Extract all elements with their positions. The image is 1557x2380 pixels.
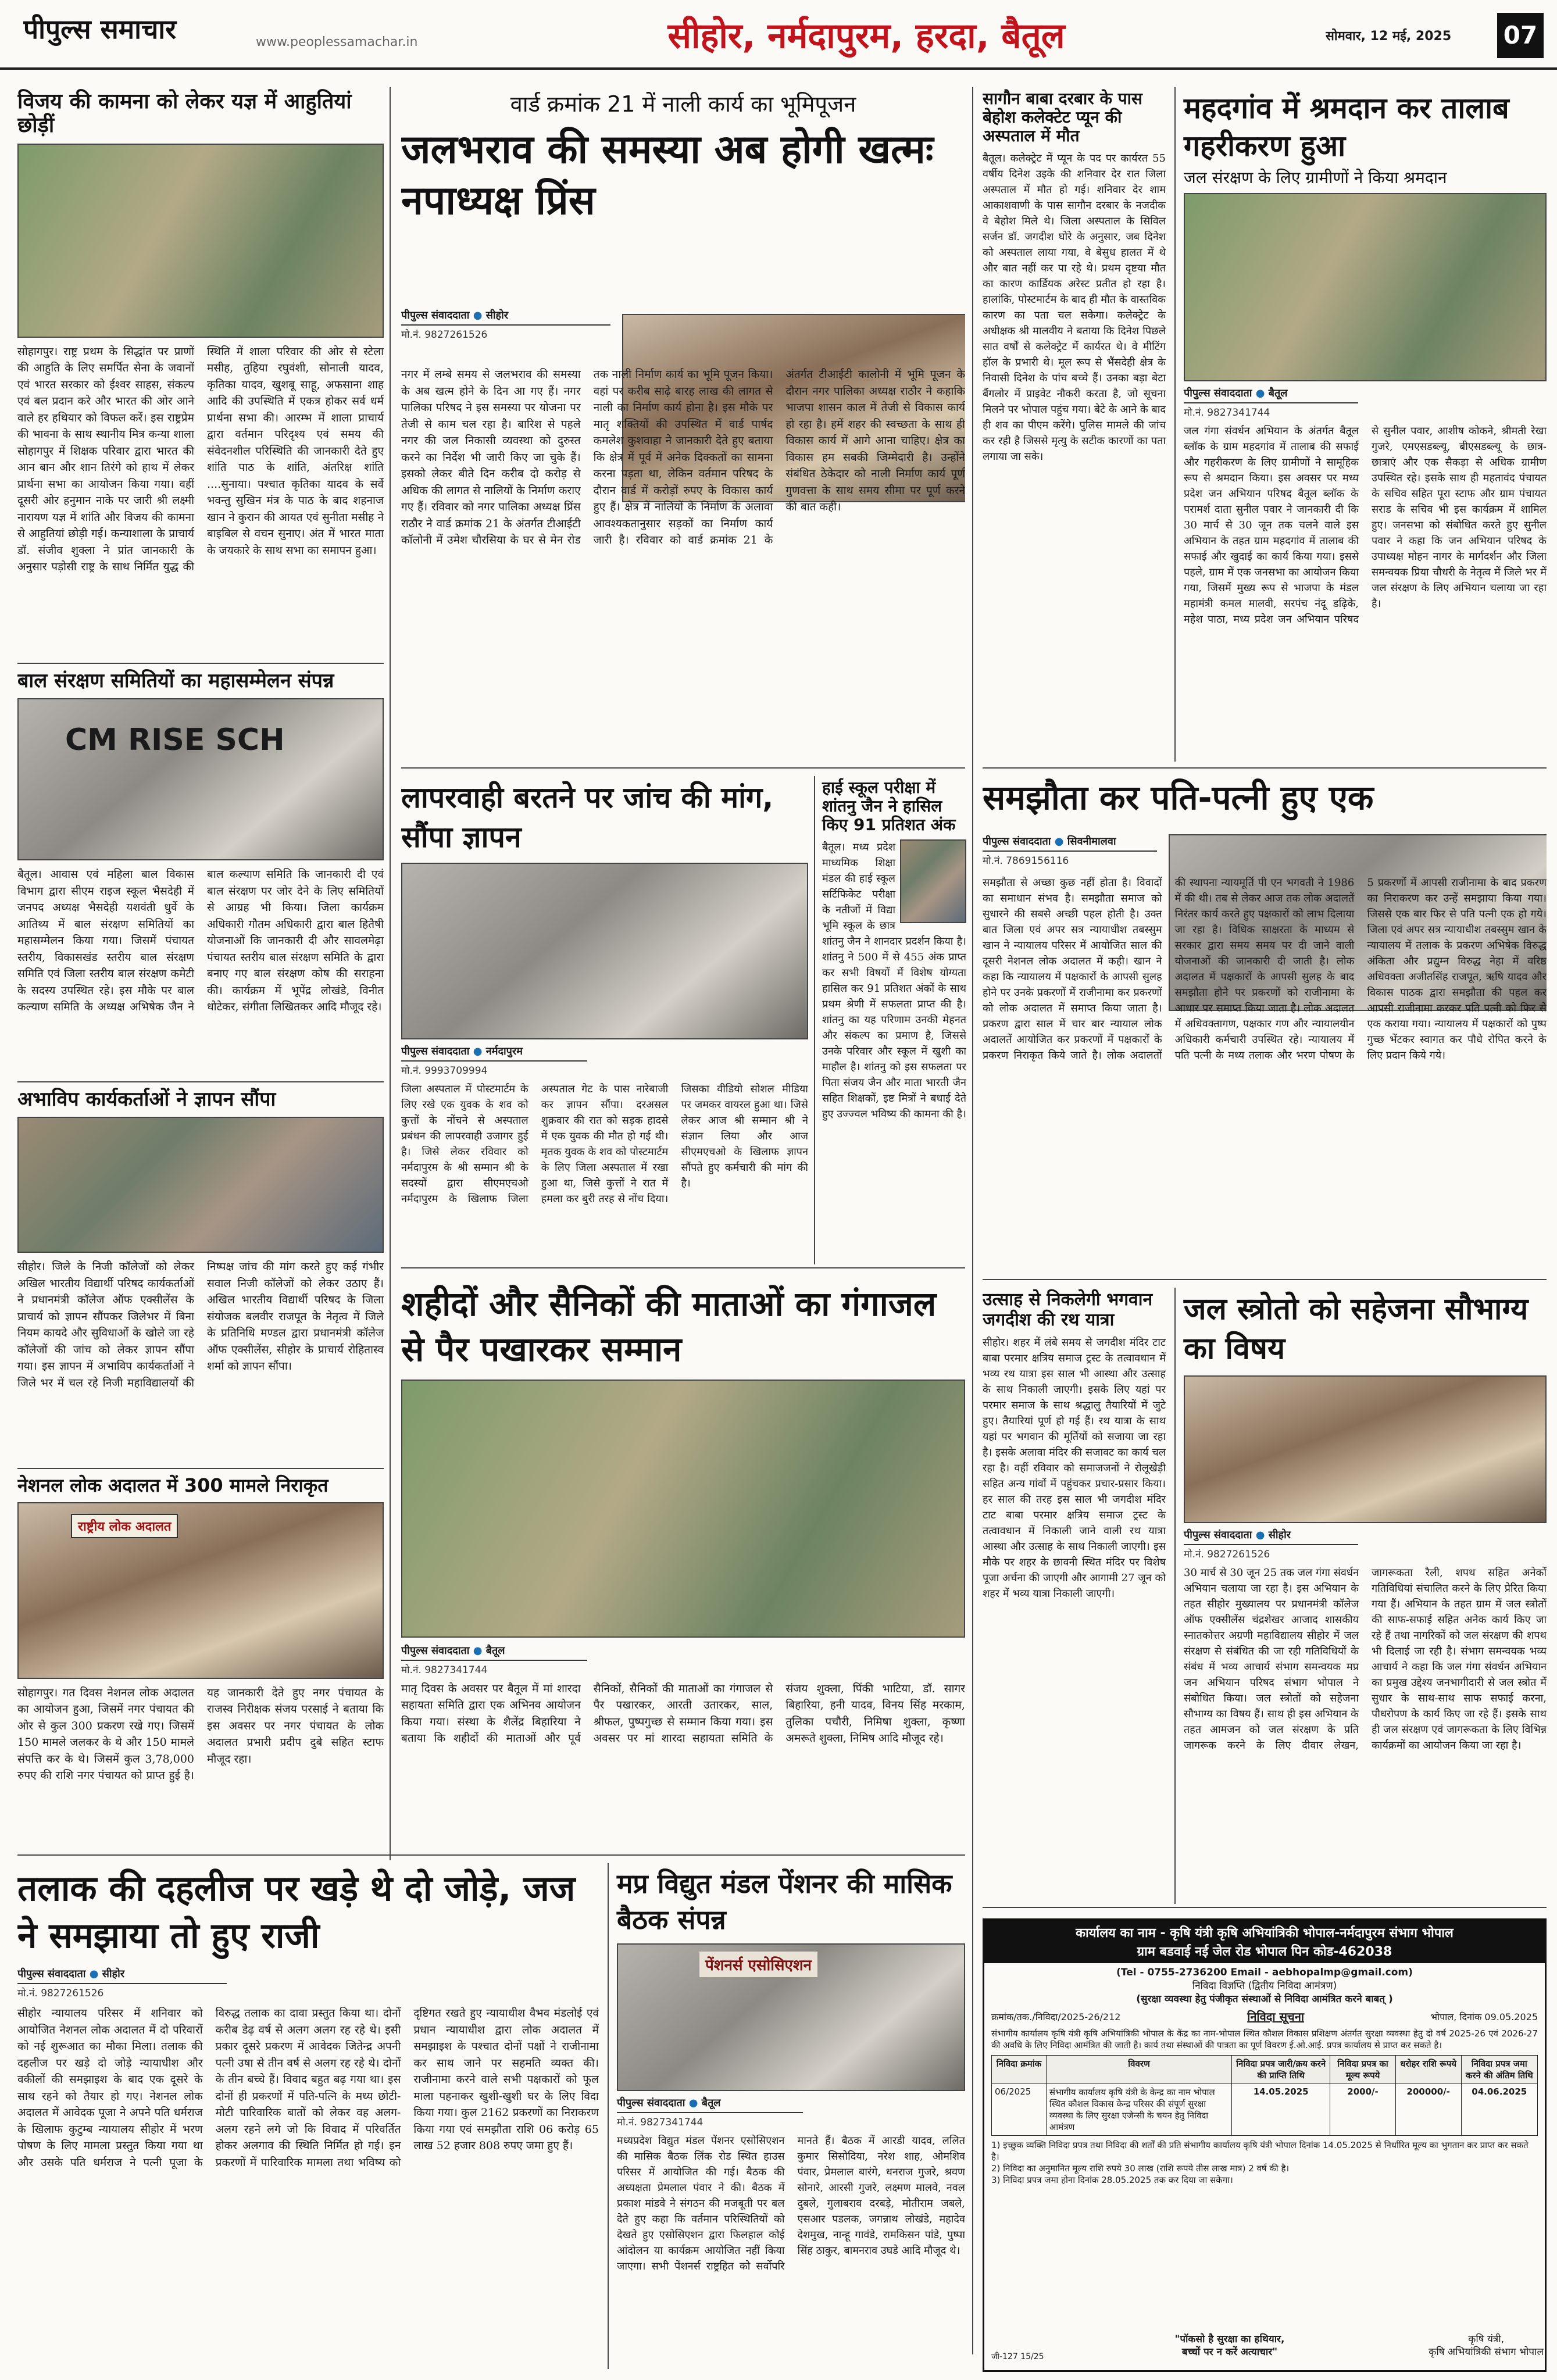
- headline: मप्र विद्युत मंडल पेंशनर की मासिक बैठक संपन्न: [617, 1868, 952, 1936]
- headline: तलाक की दहलीज पर खड़े थे दो जोड़े, जज ने समझाया तो हुए राजी: [17, 1868, 576, 1956]
- agency: पीपुल्स संवाददाता: [983, 835, 1051, 848]
- col-header: विवरण: [1046, 2055, 1231, 2084]
- story-sagun-peon: [983, 87, 1166, 762]
- page-number: 07: [1497, 13, 1544, 58]
- article-body: जल गंगा संवर्धन अभियान के अंतर्गत बैतूल ब्लॉक के ग्राम महदगांव में तालाब की सफाई और गहरीकरण के लिए ग्रामीणों ने सामूहिक रूप से श्रमदान किया। इस अवसर पर मध्य प्रदेश जन अभियान परिषद बैतूल ब्लॉक के परामर्श दाता सुनील पवार ने जानकारी दी कि 30 मार्च से 30 जून तक चलने वाले इस अभियान के तहत ग्राम महदगांव में तालाब की सफाई और खुदाई का कार्य किया गया। इससे पहले, ग्राम में एक जनसभा का आयोजन किया गया, जिसमें मुख्य रूप से भाजपा के मंडल महामंत्री कमल मालवी, सरपंच नंदू डढ़िके, महेश पाठा, मध्य प्रदेश जन अभियान परिषद से सुनील पवार, आशीष कोकने, श्रीमती रेखा गुजरे, एमएसडब्ल्यू, बीएसडब्ल्यू के छात्र-छात्राएं और एक सैकड़ा से अधिक ग्रामीण उपस्थित रहे। इसके साथ ही महतावंद पंचायत के सचिव सहित पूरा स्टाफ और ग्राम पंचायत सराड के सचिव भी इस कार्यक्रम में शामिल हुए। जनसभा को संबोधित करते हुए सुनील पवार ने कहा कि जन अभियान परिषद के उपाध्यक्ष मोहन नागर के मार्गदर्शन और जिला समन्वयक प्रिया चौधरी के नेतृत्व में जिले भर में जल संरक्षण के लिए अभियान चलाया जा रहा है।: [1184, 425, 1547, 626]
- news-photo: [617, 1943, 965, 2091]
- news-photo: [17, 698, 384, 860]
- mobile-number: मो.नं. 7869156116: [983, 855, 1069, 867]
- mobile-number: मो.नं. 9827261526: [17, 1988, 104, 1999]
- cell: 06/2025: [992, 2084, 1047, 2135]
- tender-note: 2) निविदा का अनुमानित मूल्य राशि रुपये 30 लाख (राशि रूपये तीस लाख मात्र) 2 वर्ष की है।: [991, 2163, 1290, 2174]
- article-body: सीहोर न्यायालय परिसर में शनिवार को आयोजित नेशनल लोक अदालत में दो परिवारों को नई शुरूआत का मौका मिला। तलाक की दहलीज पर खड़े दो जोड़े न्यायाधीश और वकीलों की समझाइश के बाद एक दूसरे के साथ रहने को तैयार हो गए। नेशनल लोक अदालत में आवेदक पूजा ने अपने पति धर्मराज के खिलाफ कुटुम्ब न्यायालय सीहोर में भरण पोषण के लिए मामला प्रस्तुत किया गया था और उसके पति धर्मराज ने पत्नी पूजा के विरुद्ध तलाक का दावा प्रस्तुत किया था। दोनों करीब डेढ़ वर्ष से अलग अलग रह रहे थे। इसी प्रकार दूसरे प्रकरण में आवेदक जितेन्द्र अपनी पत्नी उषा से तीन वर्ष से अलग रह रहे थे। दोनों के तीन बच्चे हैं। विवाद बहुत बढ़ गया था। इस दोनों ही प्रकरणों में पति-पत्नि के मध्य छोटी-मोटी पारिवारिक बातों को लेकर वह अलग-अलग रहने लगे जो कि विवाद में परिवर्तित होकर अलगाव की स्थिति निर्मित हो गई। इन प्रकरणों में पारिवारिक मामला तथा भविष्य को दृष्टिगत रखते हुए न्यायाधीश वैभव मंडलोई एवं प्रधान न्यायाधीश द्वारा लोक अदालत में समझाइश के पश्चात दोनों पक्षों ने राजीनामा कर साथ जाने पर सहमति व्यक्त की। राजीनामा करने वाले सभी पक्षकारों को फूल माला पहनाकर खुशी-खुशी घर के लिए विदा किया गया। कुल 2162 प्रकरणों का निराकरण किया गया एवं समझौता राशि 06 करोड़ 65 लाख 52 हजार 808 रुपए जमा हुए हैं।: [17, 2007, 599, 2169]
- headline: सागौन बाबा दरबार के पास बेहोश कलेक्टेट प्यून की अस्पताल में मौत: [983, 89, 1142, 146]
- headline: महदगांव में श्रमदान कर तालाब गहरीकरण हुआ: [1184, 91, 1509, 163]
- col-header: निविदा क्रमांक: [992, 2055, 1047, 2084]
- tender-signature: कृषि यंत्री,: [1468, 2333, 1505, 2345]
- mobile-number: मो.नं. 9827341744: [1184, 407, 1270, 419]
- place: बैतूल: [485, 1644, 505, 1657]
- news-photo: [1184, 193, 1547, 381]
- place: सीहोर: [102, 1968, 125, 1980]
- tender-table: [991, 2055, 1538, 2136]
- byline: पीपुल्स संवाददाता ● सीहोर: [401, 308, 610, 326]
- story-vidyut-pensioner: [608, 1863, 965, 2369]
- tender-code: जी-127 15/25: [991, 2352, 1044, 2361]
- issue-date: सोमवार, 12 मई, 2025: [1326, 29, 1452, 44]
- byline: पीपुल्स संवाददाता ● नर्मदापुरम: [401, 1044, 587, 1062]
- story-jal-srot: [1174, 1288, 1547, 1904]
- headline: जल स्त्रोतो को सहेजना सौभाग्य का विषय: [1184, 1292, 1529, 1366]
- mobile-number: मो.नं. 9827261526: [1184, 1549, 1270, 1561]
- story-samjhauta: [983, 776, 1547, 1273]
- cell: 200000/-: [1395, 2084, 1461, 2135]
- headline: समझौता कर पति-पत्नी हुए एक: [983, 778, 1374, 817]
- news-photo: [17, 1117, 384, 1253]
- story-rath-yatra: [983, 1288, 1166, 1904]
- story-mahadgaon: [1174, 87, 1547, 762]
- article-body: जिला अस्पताल में पोस्टमार्टम के लिए रखे एक युवक के शव को कुत्तों के नोंचने से अस्पताल प्रबंधन की लापरवाही उजागर हुई है। जिसे लेकर रविवार को नर्मदापुरम के श्री सम्मान श्री के सदस्यों द्वारा सीएमएचओ नर्मदापुरम के खिलाफ जिला अस्पताल गेट के पास नारेबाजी कर ज्ञापन सौंपा। दरअसल शुक्रवार की रात को सड़क हादसे में एक युवक की मौत हो गई थी। मृतक युवक के शव को पोस्टमार्टम के लिए जिला अस्पताल में रखा हुआ था, जिसे कुत्तों ने रात में हमला कर बुरी तरह से नोंच दिया। जिसका वीडियो सोशल मीडिया पर जमकर वायरल हुआ था। जिसे लेकर आज श्री सम्मान श्री ने संज्ञान लिया और आज सीएमएचओ के खिलाफ ज्ञापन सौंपते हुए कर्मचारी की मांग की है।: [401, 1083, 808, 1205]
- tender-note: 3) निविदा प्रपत्र जमा होना दिनांक 28.05.2025 तक कर दिया जा सकेगा।: [991, 2175, 1233, 2186]
- subhead: जल संरक्षण के लिए ग्रामीणों ने किया श्रमदान: [1184, 168, 1447, 187]
- tender-note: 1) इच्छुक व्यक्ति निविदा प्रपत्र तथा निविदा की शर्तों की प्रति संभागीय कार्यालय कृषि यंत्री भोपाल दिनांक 14.05.2025 से निर्धारित मूल्य का भुगतान कर प्राप्त कर सकते है।: [991, 2139, 1529, 2162]
- cell: संभागीय कार्यालय कृषि यंत्री के केन्द्र का नाम भोपाल स्थित कौशल विकास केन्द्र परिसर की संपूर्ण सुरक्षा व्यवस्था के लिए सुरक्षा एजेन्सी के चयन हेतु निविदा आमंत्रण: [1046, 2084, 1231, 2135]
- tender-registered: (सुरक्षा व्यवस्था हेतु पंजीकृत संस्थाओं से निविदा आमंत्रित करने बाबत् ): [1136, 1993, 1393, 2005]
- headline: लापरवाही बरतने पर जांच की मांग, सौंपा ज्ञापन: [401, 781, 774, 854]
- headline: अभाविप कार्यकर्ताओं ने ज्ञापन सौंपा: [17, 1088, 276, 1111]
- headline: शहीदों और सैनिकों की माताओं का गंगाजल से पैर पखारकर सम्मान: [401, 1284, 937, 1370]
- agency: पीपुल्स संवाददाता: [17, 1968, 86, 1980]
- mobile-number: मो.नं. 9827341744: [617, 2117, 703, 2129]
- mobile-number: मो.नं. 9827261526: [401, 329, 488, 341]
- byline: पीपुल्स संवाददाता ● सीहोर: [17, 1967, 227, 1984]
- col-header: निविदा प्रपत्र जमा करने की अंतिम तिथि: [1461, 2055, 1537, 2084]
- col-header: निविदा प्रपत्र का मूल्य रूपये: [1330, 2055, 1396, 2084]
- headline: जलभराव की समस्या अब होगी खत्मः नपाध्यक्ष प्रिंस: [401, 126, 934, 224]
- story-yagya: [17, 87, 384, 663]
- story-abvp: [17, 1081, 384, 1465]
- agency: पीपुल्स संवाददाता: [1184, 1529, 1252, 1542]
- news-photo: [401, 863, 808, 1039]
- byline: पीपुल्स संवाददाता ● सीहोर: [1184, 1528, 1358, 1545]
- news-photo: [17, 144, 384, 338]
- paper-name: पीपुल्स समाचार: [23, 13, 177, 45]
- agency: पीपुल्स संवाददाता: [401, 1644, 470, 1657]
- mobile-number: मो.नं. 9827341744: [401, 1664, 488, 1676]
- kicker: वार्ड क्रमांक 21 में नाली कार्य का भूमिपूजन: [510, 91, 856, 117]
- headline: विजय की कामना को लेकर यज्ञ में आहुतियां छोड़ीं: [17, 90, 352, 138]
- article-body: बैतूल। कलेक्ट्रेट में प्यून के पद पर कार्यरत 55 वर्षीय दिनेश उइके की शनिवार देर रात जिला अस्पताल में मौत हो गई। शनिवार देर शाम आकाशवाणी के पास सागौन दरबार के नजदीक वे बेहोश मिले थे। जिला अस्पताल के सिविल सर्जन डॉ. जगदीश घोरे के अनुसार, जब दिनेश को अस्पताल लाया गया, वे बेसुध हालत में थे और बात नहीं कर पा रहे थे। प्रथम दृष्टया मौत का कारण कार्डियक अरेस्ट प्रतीत हो रहा है। हालांकि, पोस्टमार्टम के बाद ही मौत के वास्तविक कारण का पता चल सकेगा। कलेक्ट्रेट के अधीक्षक श्री मालवीय ने बताया कि दिनेश पिछले सात वर्षों से कलेक्ट्रेट में कार्यरत थे। वे मीटिंग हॉल के प्रभारी थे। मूल रूप से भैंसदेही क्षेत्र के निवासी दिनेश के पांच बच्चे हैं। उनका बड़ा बेटा बैंगलोर में प्राइवेट नौकरी करता है, जो सूचना मिलने पर भोपाल पहुंच गया। बेटे के आने के बाद ही शव का पीएम करेंगे। पुलिस मामले की जांच कर रही है जिससे मृत्यु के सटीक कारणों का पता लगाया जा सके।: [983, 152, 1166, 463]
- article-body: सीहोर। जिले के निजी कॉलेजों को लेकर अखिल भारतीय विद्यार्थी परिषद कार्यकर्ताओं ने प्रधानमंत्री कॉलेज ऑफ एक्सीलेंस के प्राचार्य को ज्ञापन सौंपकर जिलेभर में बिना नियम कायदे और सुविधाओं के खोले जा रहे कॉलेजों की जांच को लेकर ज्ञापन सौंपा गया। इस ज्ञापन में अभाविप कार्यकर्ताओं ने जिले भर में चल रहे निजी महाविद्यालयों की निष्पक्ष जांच की मांग करते हुए कई गंभीर सवाल निजी कॉलेजों को लेकर उठाए हैं। अखिल भारतीय विद्यार्थी परिषद के जिला संयोजक बलवीर राजपूत के नेतृत्व में जिले के प्रतिनिधि मण्डल द्वारा प्रधानमंत्री कॉलेज ऑफ एक्सीलेंस, सीहोर के प्राचार्य रोहितास्व शर्मा को ज्ञापन सौंपा।: [17, 1260, 384, 1389]
- mobile-number: मो.नं. 9993709994: [401, 1065, 488, 1077]
- tender-address: ग्राम बडवाई नई जेल रोड भोपाल पिन कोड-462038: [984, 1942, 1545, 1963]
- tender-title: निविदा सूचना: [1247, 2010, 1304, 2024]
- tender-slogan: बच्चों पर न करें अत्याचार": [1181, 2346, 1278, 2358]
- story-bal-sanrakshan: [17, 663, 384, 1075]
- story-lok-adalat: [17, 1468, 384, 1852]
- tender-notice-type: निविदा विज्ञप्ति (द्वितीय निविदा आमंत्रण): [1192, 1980, 1337, 1992]
- agency: पीपुल्स संवाददाता: [617, 2097, 685, 2110]
- story-exam-result: [814, 776, 966, 1264]
- article-body: सोहागपुर। राष्ट्र प्रथम के सिद्धांत पर प्राणों की आहुति के लिए समर्पित सेना के जवानों एवं भारत सरकार को ईश्वर साहस, संकल्प एवं बल प्रदान करे और भारत की ओर आने वाले हर हथियार को विफल करें। इस राष्ट्रप्रेम की भावना के साथ स्थानीय मित्र कन्या शाला सोहागपुर में शिक्षक परिवार द्वारा भारत की आन बान और शान तिरंगे को हाथ में लेकर प्रार्थना सभा का आयोजन किया गया। वहीं दूसरी ओर हनुमान नाके पर जारी श्री लक्ष्मी नारायण यज्ञ में शांति और विजय की कामना से आहुतियां छोड़ी गई। कन्याशाला के प्राचार्य डॉ. संजीव शुक्ला ने प्रांत जानकारी के अनुसार पड़ोसी राष्ट्र के साथ निर्मित युद्ध की स्थिति में शाला परिवार की ओर से स्टेला मसीह, तुहिया रघुवंशी, सोनाली यादव, कृतिका यादव, खुशबू साहू, अफसाना शाह आदि की उपस्थिति में एकत्र होकर सर्व धर्म प्रार्थना सभा की। आरम्भ में शाला प्राचार्य द्वारा वर्तमान परिदृश्य एवं समय की संवेदनशील परिस्थिति की जानकारी देते हुए शांति पाठ के शांति, अंतरिक्ष शांति ....सुनाया। पश्चात कृतिका यादव के सर्वे भवन्तु सुखिन मंत्र के पाठ के बाद शहनाज खान ने कुरान की आयत एवं सुनीता मसीह ने बाइबिल से वचन सुनाए। अंत में भारत माता के जयकारे के साथ सभा का समापन हुआ।: [17, 345, 384, 574]
- story-shaheed-mata: [401, 1279, 965, 1849]
- headline: उत्साह से निकलेगी भगवान जगदीश की रथ यात्रा: [983, 1289, 1153, 1330]
- tender-intro: संभागीय कार्यालय कृषि यंत्री कृषि अभियांत्रिकी भोपाल के केंद्र का नाम-भोपाल स्थित कौशल विकास प्रशिक्षण अंतर्गत सुरक्षा व्यवस्था हेतु दो वर्ष 2025-26 एवं 2026-27 की अवधि के लिए निविदा आमंत्रित की जाती है। कार्य तथा संस्थाओं की पात्रता का पूर्ण विवरण ई.ओ.आई. प्रपत्र कार्यालय से प्राप्त कर सकते है।: [991, 2028, 1538, 2051]
- article-body: बैतूल। आवास एवं महिला बाल विकास विभाग द्वारा सीएम राइज स्कूल भैसदेही में जनपद अध्यक्ष भैसदेही यशवंती धुर्वे के आतिथ्य में बाल संरक्षण समितियों का महासम्मेलन किया गया। जिसमें पंचायत स्तरीय, विकासखंड स्तरीय बाल संरक्षण समिति एवं जिला स्तरीय बाल संरक्षण कमेटी के सदस्य उपस्थित रहे। इस मौके पर बाल कल्याण समिति के अध्यक्ष अभिषेक जैन ने बाल कल्याण समिति कि जानकारी दी एवं बाल संरक्षण पर जोर देने के लिए समितियों से आग्रह भी किया। जिला कार्यक्रम अधिकारी गौतम अधिकारी द्वारा बाल हितैषी योजनाओं कि जानकारी दी और सावलमेढ़ा पंचायत स्तरीय बाल संरक्षण समिति के द्वारा बनाए गए बाल संरक्षण कोष की सराहना की। कार्यक्रम में भूपेंद्र लोखंडे, विनीत धोटेकर, संगीता लिखितकर आदि मौजूद रहे।: [17, 868, 384, 1014]
- byline: पीपुल्स संवाददाता ● सिवनीमालवा: [983, 834, 1157, 852]
- photo-banner-text: पेंशनर्स एसोसिएशन: [699, 1952, 817, 1977]
- agency: पीपुल्स संवाददाता: [401, 1045, 470, 1057]
- byline: पीपुल्स संवाददाता ● बैतूल: [617, 2096, 803, 2113]
- agency: पीपुल्स संवाददाता: [401, 309, 470, 321]
- tender-header-row: [992, 2055, 1538, 2084]
- headline: हाई स्कूल परीक्षा में शांतनु जैन ने हासिल किए 91 प्रतिशत अंक: [822, 778, 956, 835]
- place: नर्मदापुरम: [485, 1045, 523, 1057]
- tender-office: कार्यालय का नाम - कृषि यंत्री कृषि अभियांत्रिकी भोपाल-नर्मदापुरम संभाग भोपाल: [984, 1920, 1545, 1942]
- place: सिवनीमालवा: [1067, 835, 1116, 848]
- article-body: 30 मार्च से 30 जून 25 तक जल गंगा संवर्धन अभियान चलाया जा रहा है। इस अभियान के तहत सीहोर मुख्यालय पर प्रधानमंत्री कॉलेज ऑफ एक्सीलेंस चंद्रशेखर आजाद शासकीय स्नातकोत्तर अग्रणी महाविद्यालय सीहोर में जल संरक्षण से संबंधित की जा रही गतिविधियों के संबंध में भव्य आचार्य संभाग समन्वयक मप्र जन अभियान परिषद संभाग भोपाल ने संबोधित किया। जल स्त्रोतों को सहेजना सौभाग्य का विषय हैं। साथ ही इस अभियान के तहत आमजन को जल संरक्षण के प्रति जागरूक करने के लिए दीवार लेखन, जागरूकता रैली, शपथ सहित अनेकों गतिविधियां संचालित करने के लिए प्रेरित किया गया हैं। अभियान के तहत ग्राम में जल स्त्रोतों की साफ-सफाई सहित अनेक कार्य किए जा रहे हैं तथा नागरिकों को जल संरक्षण की शपथ भी दिलाई जा रही है। संभाग समन्वयक भव्य आचार्य ने कहा कि जल गंगा संवर्धन अभियान का प्रमुख उद्देश्य जनभागीदारी से जल स्त्रोत में सुधार के साथ-साथ साफ सफाई करना, पौधरोपण के कार्य किए जा रहे हैं। इसके साथ ही जल संरक्षण एवं जागरूकता के लिए विभिन्न कार्यक्रमों का आयोजन किया जा रहा है।: [1184, 1567, 1547, 1752]
- article-body: मध्यप्रदेश विद्युत मंडल पेंशनर एसोसिएशन की मासिक बैठक लिंक रोड स्थित हाउस परिसर में आयोजित की गई। बैठक की अध्यक्षता प्रेमलाल पंवार ने की। बैठक में प्रकाश मांडवे ने संगठन की मजबूती पर बल देते हुए कहा कि वर्तमान परिस्थितियों को देखते हुए एसोसिएशन द्वारा फिलहाल कोई आंदोलन या कार्यक्रम आयोजित नहीं किया जाएगा। सभी पेंशनर्स राष्ट्रहित को सर्वोपरि मानते हैं। बैठक में आरडी यादव, ललित कुमार सिसोदिया, नरेश शाह, ओमशिव पंवार, प्रेमलाल बारंगे, धनराज गुजरे, श्रवण सोनारे, आरसी गुजरे, लक्ष्मण मालवे, नवल दुबले, गुलाबराव दरबड़े, मोतीराम जबले, एसआर पडलक, जगन्नाथ लोखंडे, महादेव देशमुख, नान्हू गावंडे, रामकिसन पांडे, पुष्पा सिंह ठाकुर, बामनराव उघडे आदि मौजूद थे।: [617, 2135, 965, 2273]
- tender-contact: (Tel - 0755-2736200 Email - aebhopalmp@gmail.com): [1116, 1967, 1413, 1978]
- article-body: मातृ दिवस के अवसर पर बैतूल में मां शारदा सहायता समिति द्वारा एक अभिनव आयोजन किया गया। संस्था के शैलेंद्र बिहारिया ने बताया कि शहीदों की माताओं और पूर्व सैनिकों, सैनिकों की माताओं का गंगाजल से पैर पखारकर, आरती उतारकर, साल, श्रीफल, पुष्पगुच्छ से सम्मान किया गया। इस अवसर पर मां शारदा सहायता समिति के संजय शुक्ला, पिंकी भाटिया, डॉ. सागर बिहारिया, हनी यादव, विनय सिंह मरकाम, तुलिका पचौरी, निमिषा शुक्ला, कृष्णा अमरूते शुक्ला, निमिष आदि मौजूद रहे।: [401, 1682, 965, 1745]
- table-row: [992, 2084, 1538, 2135]
- photo-banner-text: राष्ट्रीय लोक अदालत: [71, 1514, 178, 1538]
- col-header: धरोहर राशि रूपये: [1395, 2055, 1461, 2084]
- article-body: नगर में लम्बे समय से जलभराव की समस्या के अब खत्म होने के दिन आ गए हैं। नगर पालिका परिषद ने इस समस्या पर योजना पर तेजी से काम चल रहा है। बारिश से पहले नगर की जल निकासी व्यवस्था को दुरुस्त करने का निर्देश भी जारी किए जा चुके हैं। इसको लेकर बीते दिन करीब दो करोड़ से अधिक की लागत से नालियों के निर्माण कराए गए हैं। रविवार को नगर पालिका अध्यक्ष प्रिंस राठौर ने वार्ड क्रमांक 21 के अंतर्गत टीआईटी कॉलोनी में उमेश चौरसिया के घर से मेन रोड तक नाली निर्माण कार्य का भूमि पूजन किया। वहां पर करीब साढ़े बारह लाख की लागत से नाली का निर्माण कार्य होना है। इस मौके पर मातृ शक्तियों की उपस्थित में वार्ड पार्षद कमलेश कुशवाहा ने जानकारी देते हुए बताया कि क्षेत्र में पूर्व में अनेक दिक्कतों का सामना करना पड़ता था, लेकिन वर्तमान परिषद के दौरान वार्ड में करोड़ों रुपए के विकास कार्य हुए हैं। क्षेत्र में नालियों के निर्माण के अलावा आवश्यकतानुसार सड़कों का निर्माण कार्य जारी है। रविवार को वार्ड क्रमांक 21 के अंतर्गत टीआईटी कालोनी में भूमि पूजन के दौरान नगर पालिका अध्यक्ष राठौर ने कहाकि भाजपा शासन काल में तेजी से विकास कार्य हो रहा है। हमें शहर की स्वच्छता के साथ ही विकास कार्य में आगे आना चाहिए। क्षेत्र का विकास हम सबकी जिम्मेदारी है। उन्होंने संबंधित ठेकेदार को नाली निर्माण कार्य पूर्ण गुणवत्ता के साथ समय सीमा पर पूर्ण करने की बात कही।: [401, 368, 965, 546]
- place: सीहोर: [485, 309, 509, 321]
- place: सीहोर: [1268, 1529, 1291, 1542]
- website-url: www.peoplessamachar.in: [256, 35, 418, 49]
- headline: नेशनल लोक अदालत में 300 मामले निराकृत: [17, 1474, 328, 1496]
- cell: 14.05.2025: [1232, 2084, 1330, 2135]
- byline: पीपुल्स संवाददाता ● बैतूल: [401, 1643, 587, 1661]
- article-body: सोहागपुर। गत दिवस नेशनल लोक अदालत का आयोजन हुआ, जिसमें नगर पंचायत की ओर से कुल 300 प्रकरण रखे गए। जिसमें 150 मामले जलकर के थे और 150 मामले संपत्ति कर के थे। जिसमें कुल 3,78,000 रुपए की राशि नगर पंचायत को प्राप्त हुई है। यह जानकारी देते हुए नगर पंचायत के राजस्व निरीक्षक संजय परसाई ने बताया कि इस अवसर पर नगर पंचायत के लोक अदालत प्रभारी प्रदीप दुबे सहित स्टाफ मौजूद रहा।: [17, 1686, 384, 1782]
- tender-date: भोपाल, दिनांक 09.05.2025: [1430, 2011, 1538, 2022]
- photo-banner-text: CM RISE SCH: [65, 723, 285, 758]
- story-talaq: [17, 1863, 599, 2369]
- tender-signature: कृषि अभियांत्रिकी संभाग भोपाल: [1429, 2346, 1544, 2358]
- news-photo: [401, 1380, 965, 1638]
- story-jalbharav: [401, 87, 965, 762]
- cell: 04.06.2025: [1461, 2084, 1537, 2135]
- article-body: सीहोर। शहर में लंबे समय से जगदीश मंदिर टाट बाबा परमार क्षत्रिय समाज ट्रस्ट के तत्वावधान में भव्य रथ यात्रा इस साल भी आस्था और उत्साह के साथ निकाली जाएगी। इसके लिए यहां पर परमार समाज के साथ श्रद्धालु तैयारियों में जुटे हुए। तैयारियां पूर्ण हो गई हैं। रथ यात्रा के साथ यहां पर भगवान की मूर्तियों को सजाया जा रहा है। इसके अलावा मंदिर की सजावट का कार्य चल रहा है। वहीं रविवार को समाजजनों ने रोलूखेड़ी सहित अन्य गांवों में पहुंचकर प्रचार-प्रसार किया। हर साल की तरह इस साल भी जगदीश मंदिर टाट बाबा परमार क्षत्रिय समाज ट्रस्ट के तत्वावधान में निकाली जाने वाली रथ यात्रा आस्था और उत्साह के साथ निकाली जाएगी। इस मौके पर शहर के छावनी स्थित मंदिर पर विशेष पूजा अर्चना की जाएगी और आगामी 27 जून को शहर में भव्य यात्रा निकाली जाएगी।: [983, 1336, 1166, 1600]
- article-body: समझौता से अच्छा कुछ नहीं होता है। विवादों का समाधान संभव है। समझौता समाज को सुधारने की सबसे अच्छी पहल होती है। उक्त बात जिला एवं अपर सत्र न्यायाधीश तबस्सुम खान ने न्यायालय परिसर में आयोजित साल की दूसरी नेशनल लोक अदालत में कही। खान ने कहा कि न्यायालय में पक्षकारों के आपसी सुलह होने पर उनके प्रकरणों में राजीनामा कर प्रकरणों को लोक अदालत में समाप्त किया जाता है। प्रकरण द्वारा साल में चार बार न्यायाल लोक अदालतें आयोजित कर प्रकरणों में पक्षकारों के प्रकरण निराकृत किये जाते है। लोक अदालतों की स्थापना न्यायमूर्ति पी एन भगवती ने 1986 में की थी। तब से लेकर आज तक लोक अदालतें निरंतर कार्य करते हुए पक्षकारों को लाभ दिलाया जा रहा है। विधिक साक्षरता के माध्यम से सरकार द्वारा समय समय पर दी जाने वाली योजनाओं की जानकारी दी जाती है। लोक अदालत में पक्षकारों के आपसी सुलह के बाद समझौता होने पर प्रकरणों को राजीनामा के आधार पर समाप्त किया जाता है। लोक अदालत में अधिवक्तागण, पक्षकार गण और न्यायालयीन अधिकारी कर्मचारी उपस्थित रहे। न्यायालय में पति पत्नी के मध्य तलाक और भरण पोषण के 5 प्रकरणों में आपसी राजीनामा के बाद प्रकरण का निराकरण कर उन्हें समझाया किया गया। जिससे एक बार फिर से पति पत्नी एक हो गये। जिला एवं अपर सत्र न्यायाधीश तबस्सुम खान के न्यायालय में तलाक के प्रकरण अभिषेक विरुद्ध अंकिता और प्रद्युम्न विरुद्ध नेहा में वरिष्ठ अधिवक्ता अजीतसिंह राजपूत, ऋषि यादव और विकास पाठक द्वारा समझौता की पहल कर आपसी राजीनामा करकर पति पत्नी को फिर से एक कराया गया। न्यायालय में पक्षकारों को पुष्प गुच्छ भेंटकर स्वागत कर पौधे रोपित करने के लिए प्रदान किये गये।: [983, 877, 1547, 1062]
- tender-ref-no: क्रमांक/तक./निविदा/2025-26/212: [991, 2011, 1121, 2022]
- agency: पीपुल्स संवाददाता: [1184, 387, 1252, 400]
- place: बैतूल: [701, 2097, 721, 2110]
- story-laparwahi: [401, 776, 808, 1259]
- news-photo: [1184, 1375, 1547, 1523]
- cell: 2000/-: [1330, 2084, 1396, 2135]
- byline: पीपुल्स संवाददाता ● बैतूल: [1184, 386, 1358, 403]
- tender-notice: [983, 1918, 1547, 2372]
- paper-logo: [23, 10, 267, 53]
- article-body: बैतूल। मध्य प्रदेश माध्यमिक शिक्षा मंडल की हाई स्कूल सर्टिफिकेट परीक्षा के नतीजों में विद्या भूमि स्कूल के छात्र शांतनु जैन ने शानदार प्रदर्शन किया है। शांतनु ने 500 में से 455 अंक प्राप्त कर सभी विषयों में विशेष योग्यता हासिल कर 91 प्रतिशत अंकों के साथ प्रथम श्रेणी में सफलता प्राप्त की है। शांतनु का यह परिणाम उनकी मेहनत और संकल्प का प्रमाण है, जिससे उनके परिवार और स्कूल में खुशी का माहौल है। शांतनु को इस सफलता पर पिता संजय जैन और माता भारती जैन सहित शिक्षकों, इष्ट मित्रों ने बधाई देते हुए उज्ज्वल भविष्य की कामना की है।: [822, 841, 966, 1120]
- news-photo: [17, 1502, 384, 1679]
- student-photo: [900, 839, 966, 923]
- headline: बाल संरक्षण समितियों का महासम्मेलन संपन्न: [17, 669, 334, 692]
- place: बैतूल: [1268, 387, 1288, 400]
- masthead: [0, 0, 1557, 70]
- col-header: निविदा प्रपत्र जारी/क्रय करने की प्राप्ति तिथि: [1232, 2055, 1330, 2084]
- tender-slogan: "पॉकसो है सुरक्षा का हथियार,: [1174, 2333, 1285, 2345]
- region-title: सीहोर, नर्मदापुरम, हरदा, बैतूल: [667, 16, 1065, 56]
